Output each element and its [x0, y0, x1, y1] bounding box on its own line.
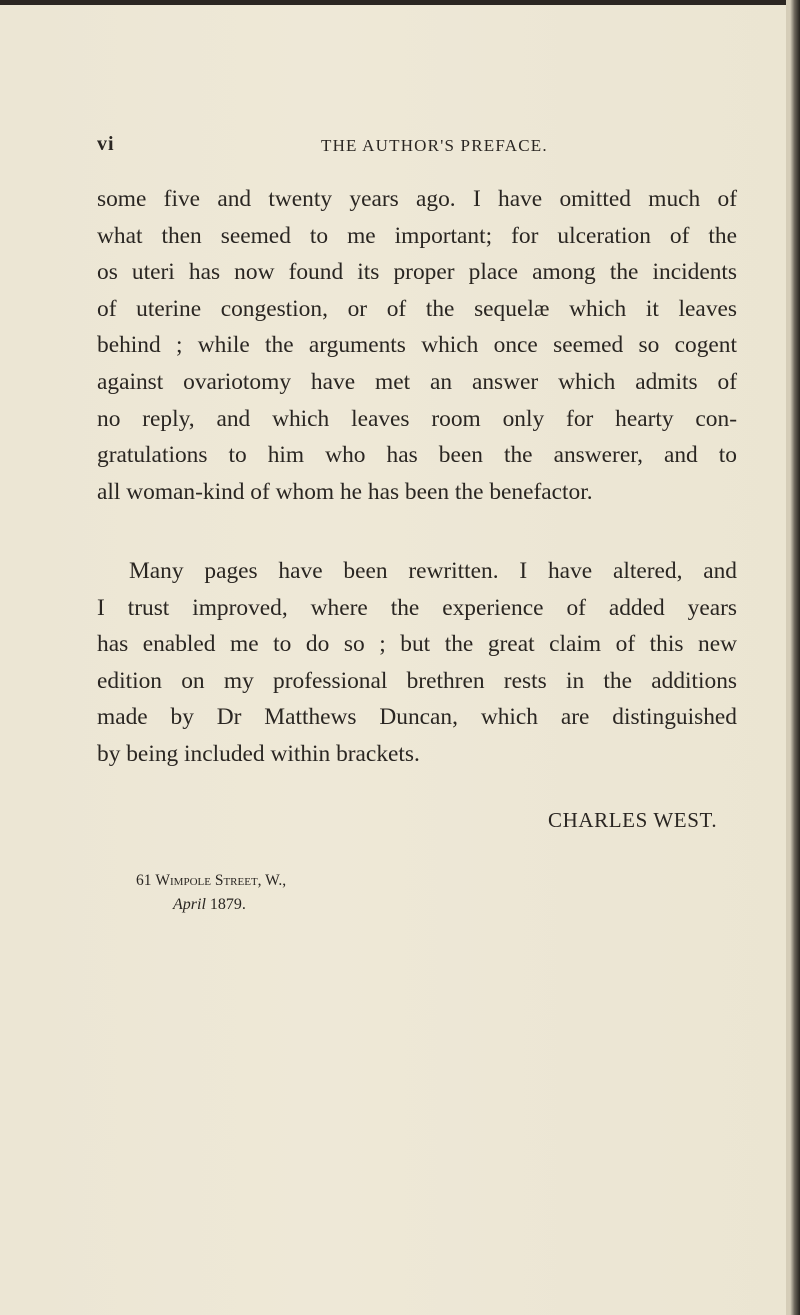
text-line: by being included within brackets.: [97, 740, 420, 767]
paragraph-1: [97, 181, 737, 510]
text-line: of uterine congestion, or of the sequelæ which it leaves: [97, 295, 737, 322]
author-address: [136, 868, 286, 894]
text-line: behind ; while the arguments which once seemed so cogent: [97, 332, 737, 359]
running-head-title: THE AUTHOR'S PREFACE.: [321, 136, 548, 155]
text-line: no reply, and which leaves room only for hearty con-: [97, 405, 737, 432]
address-number: 61: [136, 872, 152, 889]
text-line: all woman-kind of whom he has been the benefactor.: [97, 478, 593, 505]
author-signature: CHARLES WEST.: [548, 808, 718, 832]
text-line: made by Dr Matthews Duncan, which are distinguished: [97, 704, 737, 731]
text-line: some five and twenty years ago. I have omitted much of: [97, 186, 737, 212]
address-street: Wimpole Street, W.,: [155, 872, 287, 889]
text-line: what then seemed to me important; for ulceration of the: [97, 222, 737, 249]
date-month: April: [173, 896, 206, 913]
running-head: [97, 133, 737, 157]
paragraph-2: [97, 553, 737, 773]
page-number: vi: [97, 133, 115, 155]
text-line: I trust improved, where the experience of added years: [97, 594, 737, 621]
page-edge-shadow: [790, 0, 800, 1315]
text-line: has enabled me to do so ; but the great claim of this new: [97, 631, 737, 658]
preface-date: [173, 896, 246, 914]
text-line: against ovariotomy have met an answer which admits of: [97, 368, 737, 395]
date-year: 1879.: [209, 896, 246, 913]
text-line: os uteri has now found its proper place among the incidents: [97, 259, 737, 286]
text-line: gratulations to him who has been the answerer, and to: [97, 442, 737, 469]
top-edge-rule: [0, 0, 800, 5]
text-line: edition on my professional brethren rests in the additions: [97, 667, 737, 694]
text-line: Many pages have been rewritten. I have altered, and: [129, 558, 737, 584]
